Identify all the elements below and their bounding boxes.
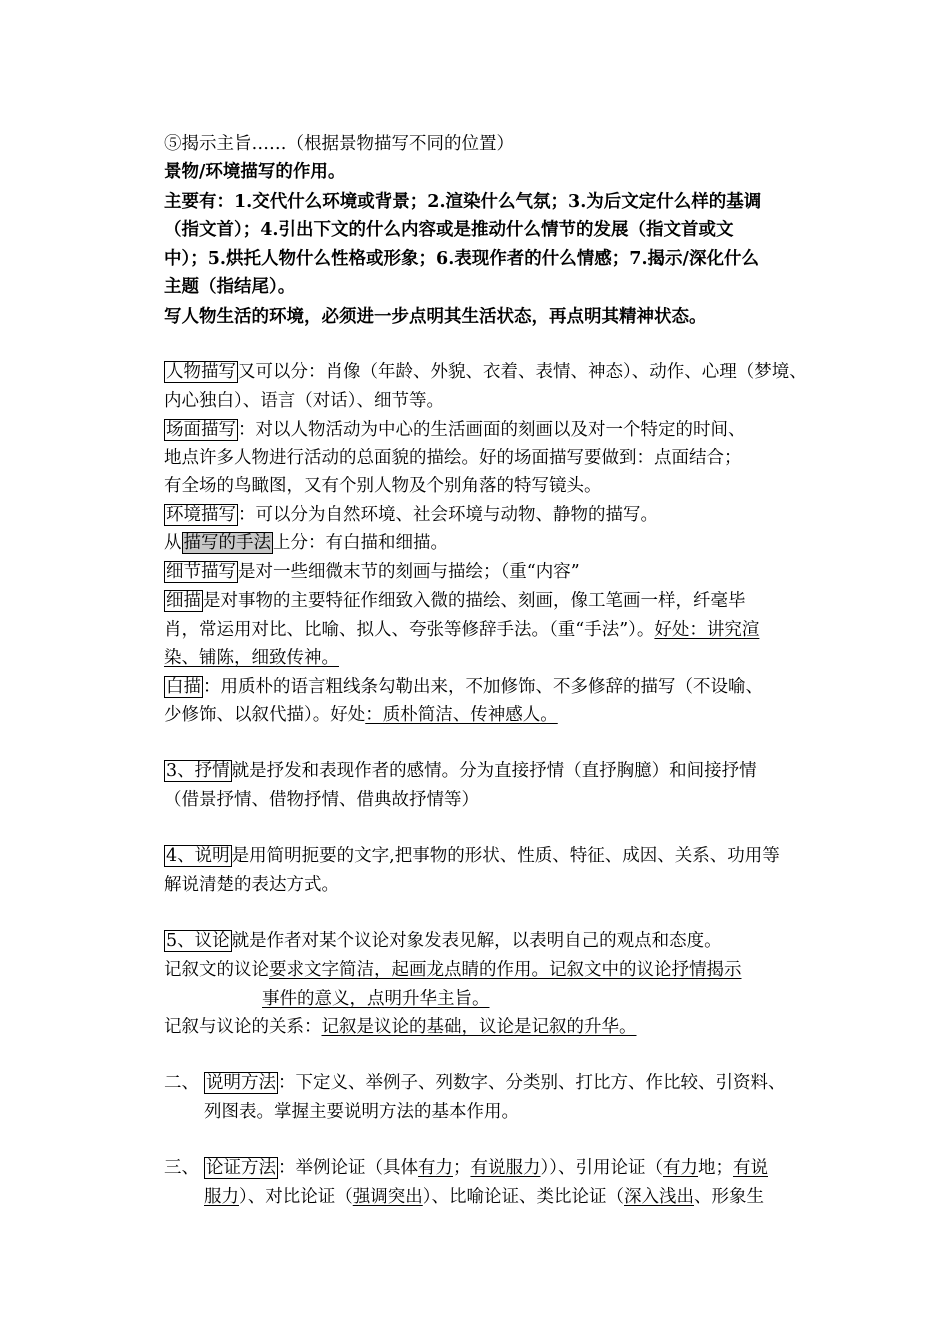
underlined-text: 有说 xyxy=(733,1158,768,1178)
line-text: 内心独白）、语言（对话）、细节等。 xyxy=(164,391,444,411)
line-text: 是用简明扼要的文字,把事物的形状、性质、特征、成因、关系、功用等 xyxy=(231,846,780,866)
text-line xyxy=(204,1098,519,1126)
line-text: 列图表。掌握主要说明方法的基本作用。 xyxy=(204,1102,519,1122)
text-line xyxy=(164,558,580,586)
text-line xyxy=(164,472,602,500)
line-text: 解说清楚的表达方式。 xyxy=(164,875,339,895)
line-text: ：对以人物活动为中心的生活画面的刻画以及对一个特定的时间、 xyxy=(238,420,746,440)
line-text: 肖，常运用对比、比喻、拟人、夸张等修辞手法。（重“手法”）。 xyxy=(164,620,655,640)
line-text: ：下定义、举例子、列数字、分类别、打比方、作比较、引资料、 xyxy=(278,1073,786,1093)
term-box-highlighted: 描写的手法 xyxy=(183,533,271,553)
line-text: 记叙与议论的关系： xyxy=(164,1017,322,1037)
list-number: 二、 xyxy=(164,1073,199,1093)
line-text: 、形象生 xyxy=(694,1187,764,1207)
line-text: 上分：有白描和细描。 xyxy=(273,533,448,553)
term-box: 场面描写 xyxy=(166,420,236,440)
heading-text: 景物/环境描写的作用。 xyxy=(164,162,346,182)
text-line xyxy=(164,757,757,785)
underlined-text: 服力 xyxy=(204,1187,239,1207)
text-line xyxy=(164,416,746,444)
text-line xyxy=(164,245,759,273)
text-line xyxy=(164,188,761,216)
text-line xyxy=(164,444,742,472)
line-text: 中）；5.烘托人物什么性格或形象；6.表现作者的什么情感；7.揭示/深化什么 xyxy=(164,249,759,269)
text-line xyxy=(164,130,514,158)
line-text: ））、引用论证（ xyxy=(540,1158,663,1178)
line-text: ：举例论证（具体 xyxy=(278,1158,418,1178)
term-box: 细描 xyxy=(166,591,201,611)
line-text: 主题（指结尾）。 xyxy=(164,277,296,297)
text-line xyxy=(164,1069,786,1097)
line-text: ； xyxy=(453,1158,471,1178)
text-line xyxy=(204,1183,764,1211)
underlined-text: 事件的意义，点明升华主旨。 xyxy=(262,989,490,1009)
line-text: 是对事物的主要特征作细致入微的描绘、刻画，像工笔画一样，纤毫毕 xyxy=(203,591,746,611)
line-text: 地； xyxy=(698,1158,733,1178)
text-line xyxy=(164,786,479,814)
line-text: ：可以分为自然环境、社会环境与动物、静物的描写。 xyxy=(238,505,658,525)
underlined-text: 强调突出 xyxy=(352,1187,423,1207)
line-text: 少修饰、以叙代描）。好处 xyxy=(164,705,366,725)
term-box: 3、抒情 xyxy=(166,761,230,781)
line-text: 地点许多人物进行活动的总面貌的描绘。好的场面描写要做到：点面结合； xyxy=(164,448,742,468)
text-line xyxy=(164,956,742,984)
underlined-text: 有力 xyxy=(418,1158,453,1178)
line-text: 有全场的鸟瞰图，又有个别人物及个别角落的特写镜头。 xyxy=(164,476,602,496)
term-box: 白描 xyxy=(166,677,201,697)
underlined-text: 记叙是议论的基础，议论是记叙的升华。 xyxy=(321,1017,637,1037)
line-text: ⑤揭示主旨……（根据景物描写不同的位置） xyxy=(164,134,514,154)
text-line xyxy=(164,616,759,644)
text-line xyxy=(164,273,295,301)
line-text: ）、比喻论证、类比论证（ xyxy=(422,1187,624,1207)
underlined-text: 深入浅出 xyxy=(624,1187,694,1207)
line-text: 就是作者对某个议论对象发表见解，以表明自己的观点和态度。 xyxy=(231,931,722,951)
term-box: 人物描写 xyxy=(166,362,236,382)
text-line xyxy=(164,842,780,870)
text-line xyxy=(164,387,444,415)
text-line xyxy=(164,673,763,701)
list-number: 三、 xyxy=(164,1158,199,1178)
underlined-text: 有力 xyxy=(663,1158,698,1178)
term-box: 5、议论 xyxy=(166,931,230,951)
line-text: （借景抒情、借物抒情、借典故抒情等） xyxy=(164,790,479,810)
text-line xyxy=(164,644,339,672)
underlined-text: 要求文字简洁，起画龙点睛的作用。记叙文中的议论抒情揭示 xyxy=(269,960,742,980)
line-text: 写人物生活的环境，必须进一步点明其生活状态，再点明其精神状态。 xyxy=(164,307,707,327)
line-text: 是对一些细微末节的刻画与描绘；（重“内容” xyxy=(238,562,580,582)
line-text: ：用质朴的语言粗线条勾勒出来，不加修饰、不多修辞的描写（不设喻、 xyxy=(203,677,763,697)
text-line xyxy=(164,358,807,386)
line-text: （指文首）；4.引出下文的什么内容或是推动什么情节的发展（指文首或文 xyxy=(164,220,734,240)
line-text: 从 xyxy=(164,533,182,553)
term-box: 环境描写 xyxy=(166,505,236,525)
line-text: 就是抒发和表现作者的感情。分为直接抒情（直抒胸臆）和间接抒情 xyxy=(231,761,757,781)
text-line xyxy=(164,501,658,529)
text-line xyxy=(164,871,339,899)
text-line xyxy=(164,587,746,615)
underlined-text: 好处：讲究渲 xyxy=(654,620,760,640)
underlined-text: ：质朴简洁、传神感人。 xyxy=(365,705,558,725)
line-text: 主要有：1.交代什么环境或背景；2.渲染什么气氛；3.为后文定什么样的基调 xyxy=(164,192,762,212)
term-box: 4、说明 xyxy=(166,846,230,866)
line-text: 记叙文的议论 xyxy=(164,960,269,980)
section-heading xyxy=(164,158,345,186)
underlined-text: 染、铺陈，细致传神。 xyxy=(164,648,339,668)
text-line xyxy=(164,927,722,955)
text-line xyxy=(164,529,448,557)
text-line xyxy=(262,985,490,1013)
text-line xyxy=(164,1154,768,1182)
term-box: 说明方法 xyxy=(206,1073,276,1093)
term-box: 论证方法 xyxy=(206,1158,276,1178)
text-line xyxy=(164,701,558,729)
text-line xyxy=(164,303,707,331)
line-text: 又可以分：肖像（年龄、外貌、衣着、表情、神态）、动作、心理（梦境、 xyxy=(238,362,807,382)
underlined-text: 有说服力 xyxy=(470,1158,541,1178)
line-text: ）、对比论证（ xyxy=(239,1187,353,1207)
text-line xyxy=(164,216,734,244)
text-line xyxy=(164,1013,637,1041)
term-box: 细节描写 xyxy=(166,562,236,582)
